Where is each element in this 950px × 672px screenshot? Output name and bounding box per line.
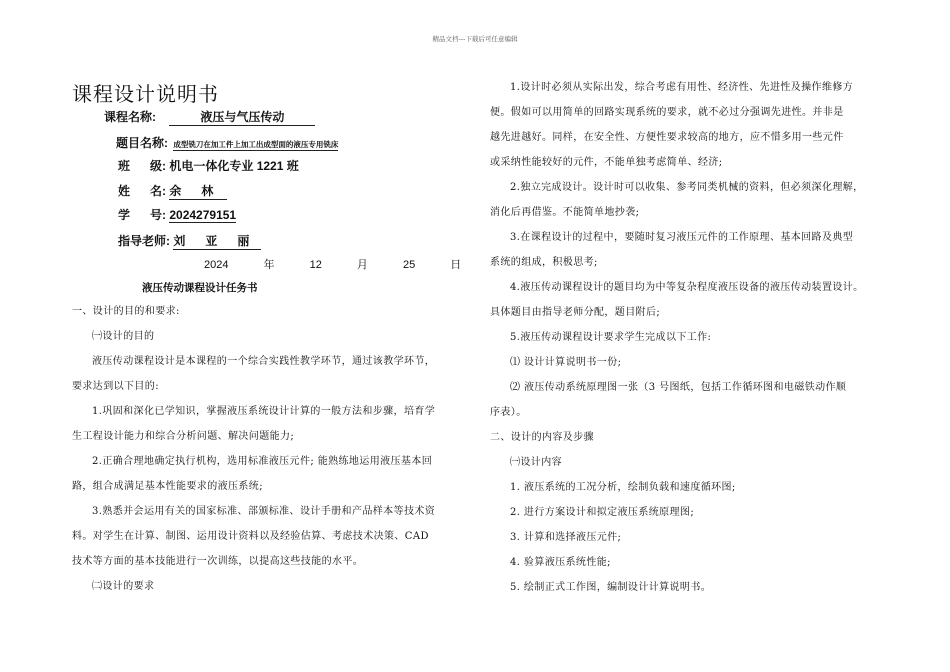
date-day-unit: 日 bbox=[450, 259, 462, 271]
class-value: 机电一体化专业 1221 班 bbox=[169, 159, 299, 173]
paragraph-line: 2.正确合理地确定执行机构，选用标准液压元件; 能熟练地运用液压基本回 bbox=[92, 456, 433, 467]
teacher-row bbox=[118, 232, 261, 250]
course-value: 液压与气压传动 bbox=[169, 108, 315, 126]
teacher-label: 指导老师: bbox=[118, 234, 170, 248]
date-month-unit: 月 bbox=[356, 259, 368, 271]
task-book-title: 液压传动课程设计任务书 bbox=[142, 282, 258, 294]
id-row bbox=[118, 206, 236, 223]
subsection-heading: ㈠设计内容 bbox=[510, 457, 562, 468]
paragraph-line: 2.独立完成设计。设计时可以收集、参考同类机械的资料，但必须深化理解， bbox=[510, 182, 864, 193]
paragraph-line: 要求达到以下目的: bbox=[72, 381, 159, 392]
date-month: 12 bbox=[309, 259, 322, 271]
list-item: ⑵ 液压传动系统原理图一张（3 号图纸，包括工作循环图和电磁铁动作顺 bbox=[510, 382, 847, 393]
paragraph-line: 液压传动课程设计是本课程的一个综合实践性教学环节，通过该教学环节， bbox=[92, 356, 436, 367]
date-year-unit: 年 bbox=[263, 259, 275, 271]
subsection-heading: ㈠设计的目的 bbox=[92, 331, 155, 342]
paragraph-line: 5.液压传动课程设计要求学生完成以下工作: bbox=[510, 332, 712, 343]
paragraph-line: 技术等方面的基本技能进行一次训练，以提高这些技能的水平。 bbox=[72, 556, 364, 567]
list-item: ⑴ 设计计算说明书一份; bbox=[510, 357, 622, 368]
paragraph-line: 料。对学生在计算、制图、运用设计资料以及经验估算、考虑技术决策、CAD bbox=[72, 531, 429, 542]
date-year: 2024 bbox=[204, 259, 229, 271]
teacher-value: 刘 亚 丽 bbox=[173, 232, 261, 250]
list-item: 3. 计算和选择液压元件; bbox=[510, 532, 622, 543]
class-label: 班 级: bbox=[118, 159, 167, 173]
list-item: 2. 进行方案设计和拟定液压系统原理图; bbox=[510, 507, 695, 518]
paragraph-line: 3.熟悉并会运用有关的国家标准、部颁标准、设计手册和产品样本等技术资 bbox=[92, 506, 436, 517]
date-day: 25 bbox=[402, 259, 416, 271]
paragraph-line: 消化后再借鉴。不能简单地抄袭; bbox=[490, 207, 640, 218]
paragraph-line: 生工程设计能力和综合分析问题、解决问题能力; bbox=[72, 431, 295, 442]
paragraph-line: 1.巩固和深化已学知识，掌握液压系统设计计算的一般方法和步骤，培育学 bbox=[92, 406, 436, 417]
topic-label: 题目名称: bbox=[116, 136, 168, 150]
document-title: 课程设计说明书 bbox=[72, 82, 219, 106]
name-row bbox=[118, 182, 227, 200]
paragraph-line: 越先进越好。同样，在安全性、方便性要求较高的地方，应不惜多用一些元件 bbox=[490, 132, 844, 143]
paragraph-line: 系统的组成，积极思考; bbox=[490, 257, 598, 268]
list-item: 5. 绘制正式工作图，编制设计计算说明书。 bbox=[510, 582, 712, 593]
section-heading: 二、设计的内容及步骤 bbox=[490, 432, 594, 443]
page-header-note: 精品文档---下载后可任意编辑 bbox=[432, 35, 518, 43]
paragraph-line: 1.设计时必须从实际出发，综合考虑有用性、经济性、先进性及操作维修方 bbox=[510, 82, 854, 93]
list-item: 1. 液压系统的工况分析，绘制负载和速度循环图; bbox=[510, 482, 736, 493]
paragraph-line: 或采纳性能较好的元件，不能单独考虑简单、经济; bbox=[490, 157, 723, 168]
paragraph-line: 具体题目由指导老师分配，题目附后; bbox=[490, 307, 661, 318]
subsection-heading: ㈡设计的要求 bbox=[92, 581, 155, 592]
id-label: 学 号: bbox=[118, 208, 167, 222]
topic-value: 成型铣刀在加工件上加工出成型面的液压专用铣床 bbox=[173, 140, 339, 149]
name-label: 姓 名: bbox=[118, 184, 167, 198]
paragraph-line: 便。假如可以用简单的回路实现系统的要求，就不必过分强调先进性。并非是 bbox=[490, 107, 844, 118]
paragraph-line: 4.液压传动课程设计的题目均为中等复杂程度液压设备的液压传动装置设计。 bbox=[510, 282, 864, 293]
date-row bbox=[204, 256, 479, 272]
course-row bbox=[104, 108, 315, 126]
class-row bbox=[118, 157, 299, 174]
course-label: 课程名称: bbox=[104, 110, 156, 124]
topic-row bbox=[116, 134, 338, 151]
paragraph-line: 3.在课程设计的过程中，要随时复习液压元件的工作原理、基本回路及典型 bbox=[510, 232, 854, 243]
section-heading: 一、设计的目的和要求: bbox=[72, 306, 180, 317]
list-item: 4. 验算液压系统性能; bbox=[510, 557, 611, 568]
name-value: 余 林 bbox=[169, 182, 227, 200]
paragraph-line: 序表）。 bbox=[490, 407, 527, 418]
id-value: 2024279151 bbox=[169, 208, 237, 222]
paragraph-line: 路，组合成满足基本性能要求的液压系统; bbox=[72, 481, 263, 492]
